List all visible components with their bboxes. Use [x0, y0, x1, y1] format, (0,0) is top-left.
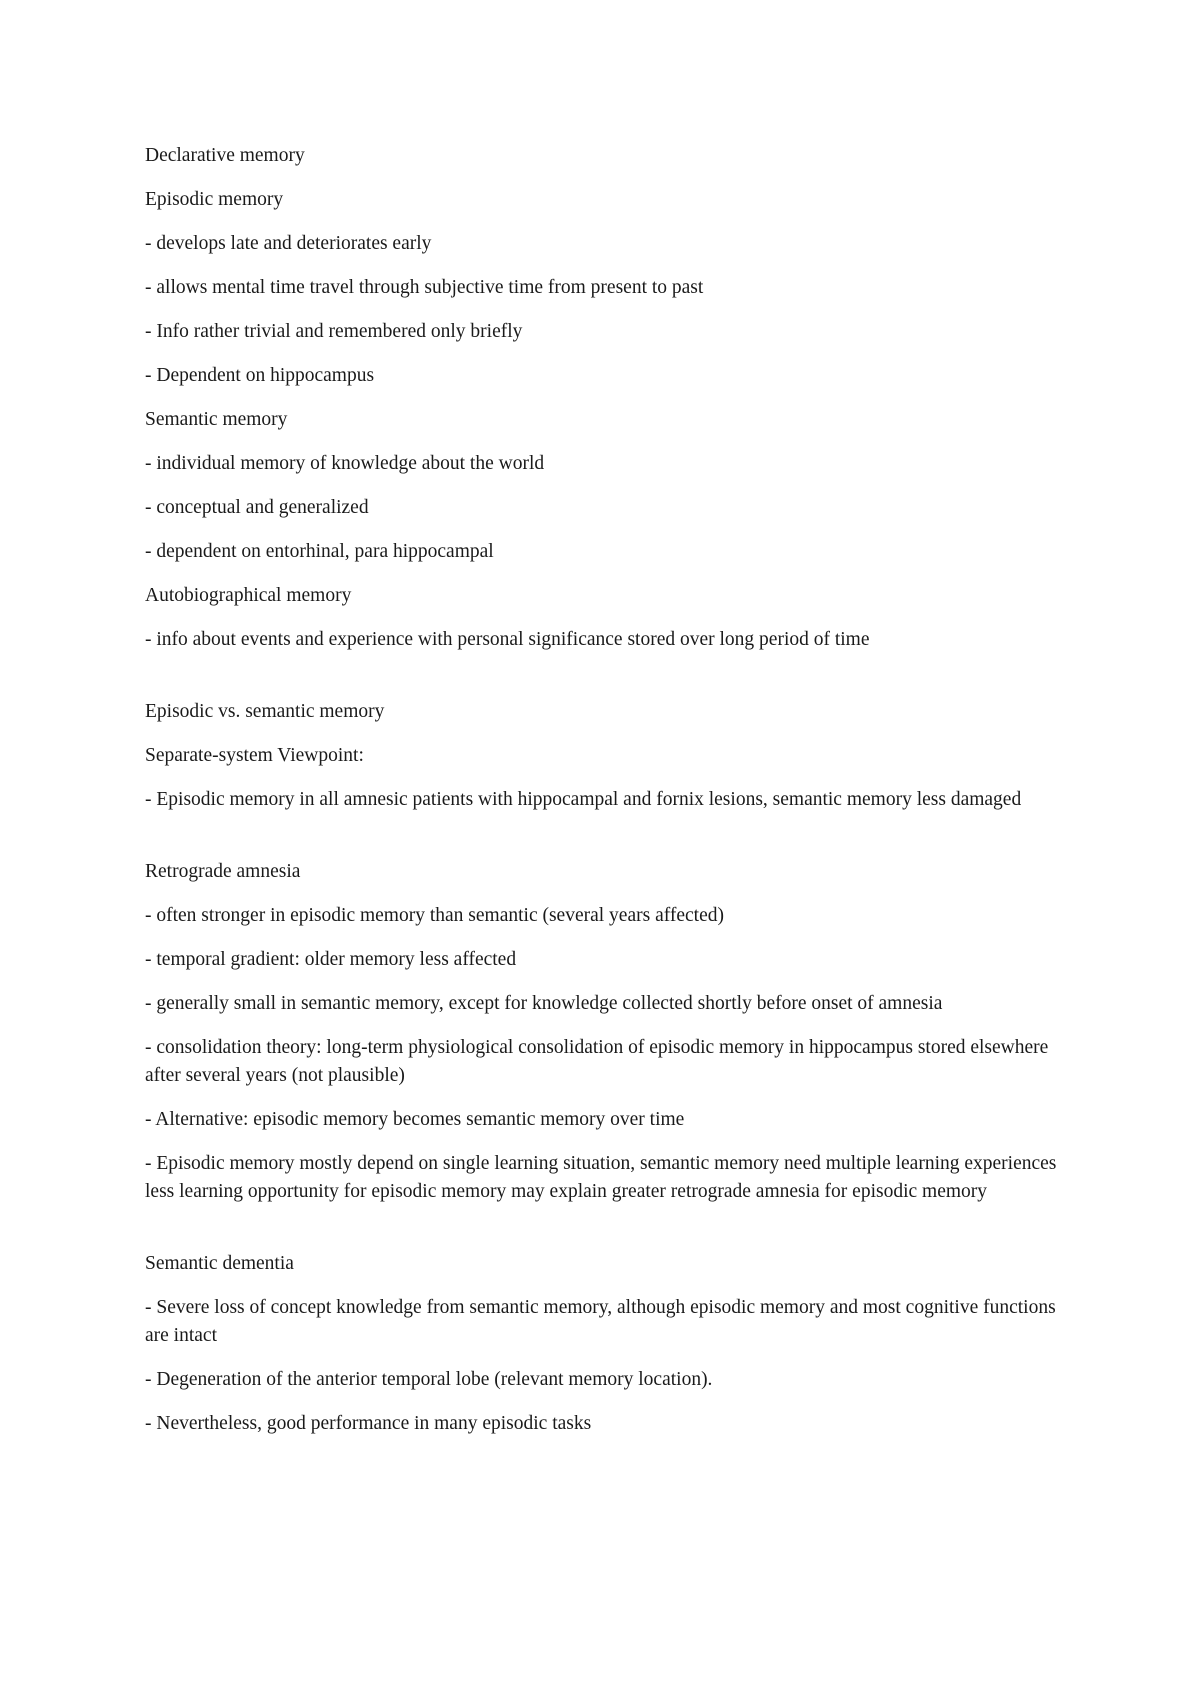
heading-semantic-dementia: Semantic dementia — [145, 1253, 294, 1274]
bullet-item: - generally small in semantic memory, except for knowledge collected shortly before onset of amnesia — [145, 993, 943, 1014]
section-gap — [145, 830, 1075, 858]
bullet-item: - info about events and experience with personal significance stored over long period of time — [145, 629, 870, 650]
heading-semantic-memory: Semantic memory — [145, 409, 288, 430]
heading-autobiographical-memory: Autobiographical memory — [145, 585, 352, 606]
bullet-item: - develops late and deteriorates early — [145, 233, 432, 254]
bullet-item: - conceptual and generalized — [145, 497, 369, 518]
bullet-item: - Info rather trivial and remembered only briefly — [145, 321, 523, 342]
bullet-item: - dependent on entorhinal, para hippocampal — [145, 541, 494, 562]
bullet-item: - often stronger in episodic memory than semantic (several years affected) — [145, 905, 724, 926]
bullet-item: - allows mental time travel through subjective time from present to past — [145, 277, 704, 298]
bullet-item: - consolidation theory: long-term physiological consolidation of episodic memory in hippocampus stored elsewhere after several years (not plausible) — [145, 1037, 1049, 1086]
section-episodic-vs-semantic — [145, 698, 1075, 814]
section-declarative-memory — [145, 142, 1075, 654]
bullet-item: - Degeneration of the anterior temporal lobe (relevant memory location). — [145, 1369, 713, 1390]
section-gap — [145, 670, 1075, 698]
heading-retrograde-amnesia: Retrograde amnesia — [145, 861, 301, 882]
section-semantic-dementia — [145, 1250, 1075, 1438]
bullet-item: - Alternative: episodic memory becomes semantic memory over time — [145, 1109, 685, 1130]
section-retrograde-amnesia — [145, 858, 1075, 1206]
bullet-item: - Episodic memory in all amnesic patients with hippocampal and fornix lesions, semantic memory less damaged — [145, 789, 1022, 810]
bullet-item: - Dependent on hippocampus — [145, 365, 375, 386]
subheading-separate-system: Separate-system Viewpoint: — [145, 745, 364, 766]
bullet-item: - Nevertheless, good performance in many episodic tasks — [145, 1413, 592, 1434]
document-page — [145, 142, 1075, 1454]
heading-declarative-memory: Declarative memory — [145, 145, 305, 166]
bullet-item: - individual memory of knowledge about the world — [145, 453, 545, 474]
bullet-item: - temporal gradient: older memory less affected — [145, 949, 517, 970]
bullet-item: - Episodic memory mostly depend on single learning situation, semantic memory need multiple learning experiences less learning opportunity for episodic memory may explain greater retrograde amnesia for episodic memory — [145, 1153, 1057, 1202]
heading-episodic-vs-semantic: Episodic vs. semantic memory — [145, 701, 385, 722]
section-gap — [145, 1222, 1075, 1250]
bullet-item: - Severe loss of concept knowledge from semantic memory, although episodic memory and most cognitive functions are intact — [145, 1297, 1056, 1346]
heading-episodic-memory: Episodic memory — [145, 189, 284, 210]
